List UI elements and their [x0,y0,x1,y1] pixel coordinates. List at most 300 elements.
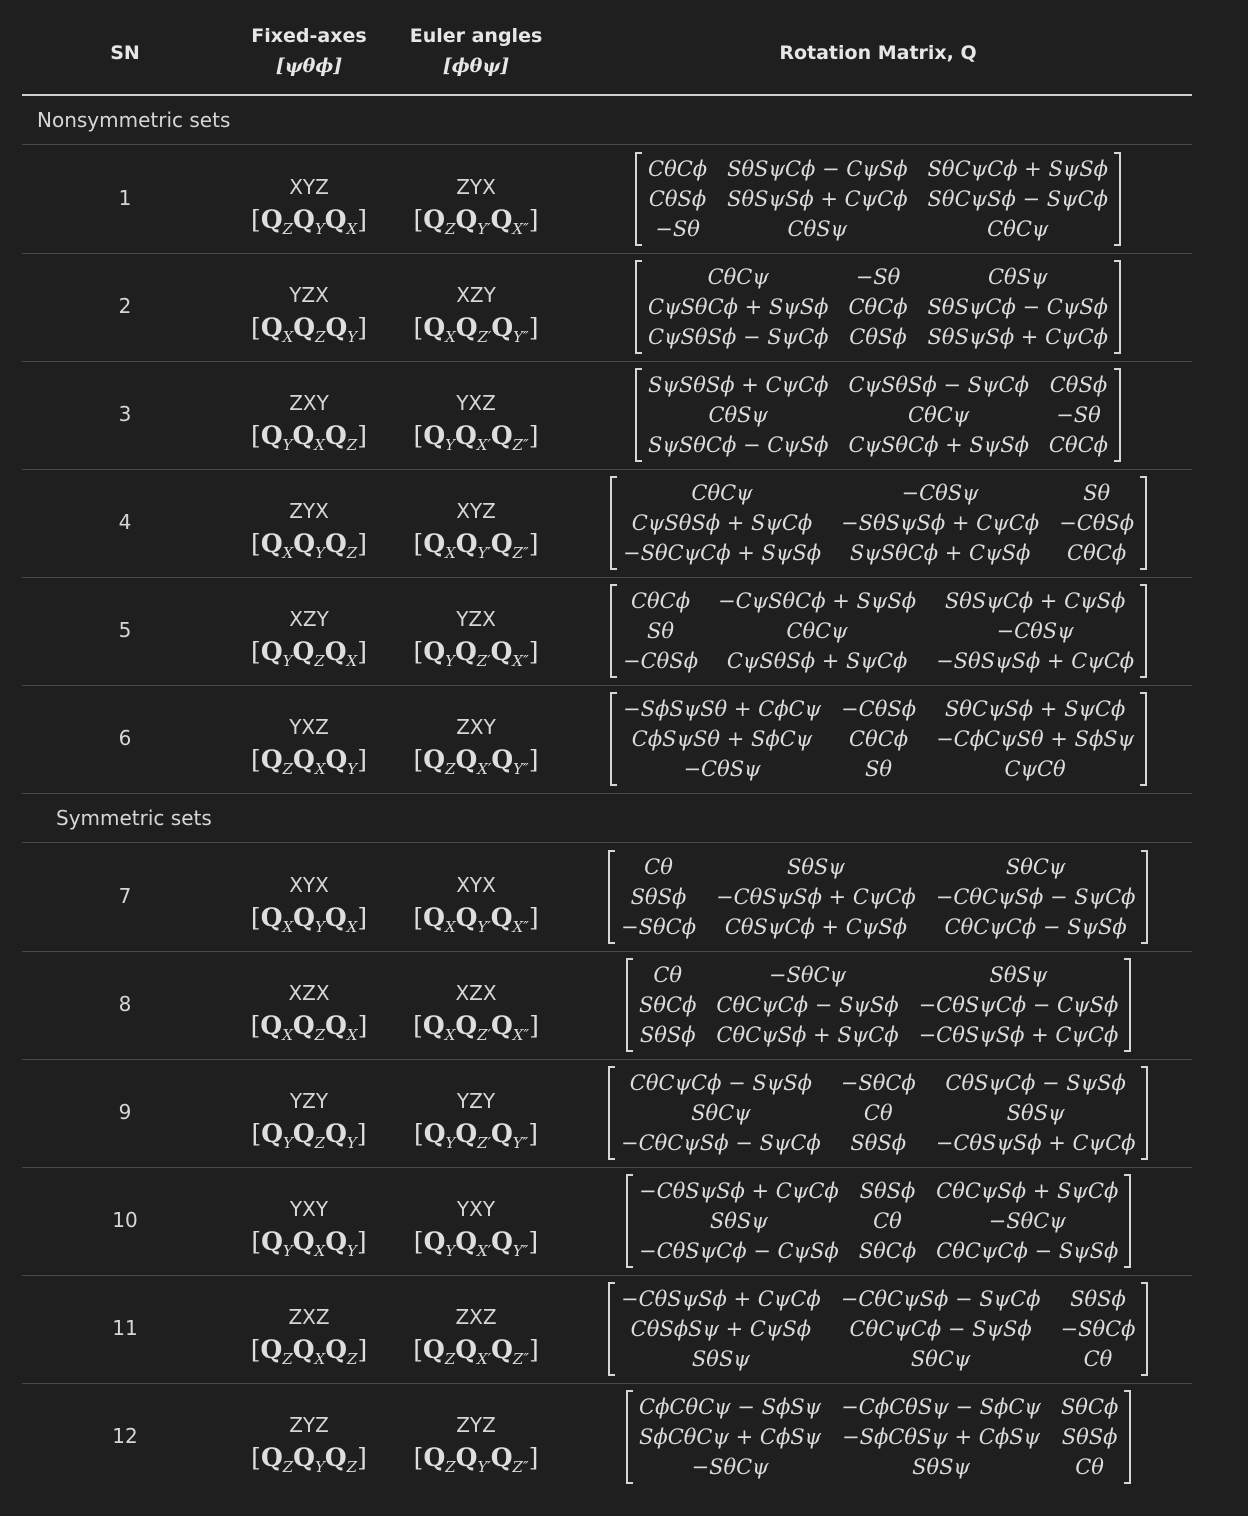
axis-subscript: Y′ [477,544,491,562]
axis-subscript: Z [282,1350,293,1368]
matrix-cell: SθSϕ [859,1179,916,1203]
bracket-close: ] [528,421,539,450]
axis-subscript: Y [347,1242,357,1260]
q-symbol: Q [423,637,446,666]
row-divider [22,469,1192,470]
bracket-open: [ [413,637,424,666]
row-sn: 7 [118,884,132,908]
matrix-cell: Cθ [1083,1347,1113,1371]
matrix-cell: −SθCψCϕ + SψSϕ [623,541,822,565]
q-symbol: Q [260,903,283,932]
matrix-row [629,1176,1128,1206]
matrix-row [638,154,1118,184]
euler-angles-product [391,1119,561,1152]
matrix-cell: SθCψSϕ − SψCϕ [927,187,1108,211]
q-symbol: Q [260,1335,283,1364]
matrix-row [611,912,1145,942]
matrix-row [611,1314,1145,1344]
axis-subscript: Y [314,220,325,238]
matrix-bracket-right [1114,152,1121,246]
q-symbol: Q [293,903,315,932]
axis-subscript: X [282,328,294,346]
q-symbol: Q [455,903,478,932]
q-symbol: Q [491,1227,513,1256]
bracket-open: [ [413,1443,424,1472]
axis-subscript: Z [315,328,326,346]
q-symbol: Q [260,421,283,450]
row-divider [22,1275,1192,1276]
euler-angles-cell [391,1305,561,1368]
matrix-row [611,1098,1145,1128]
matrix-cell: SθSϕ [1070,1287,1126,1311]
axis-subscript: Z [282,1458,294,1476]
bracket-close: ] [528,1227,539,1256]
fixed-axes-cell [224,873,394,936]
q-symbol: Q [324,637,347,666]
header-divider [22,94,1192,96]
q-symbol: Q [422,1011,445,1040]
matrix-row [613,616,1144,646]
matrix-cell: Sθ [865,757,893,781]
rotation-matrix [638,370,1118,460]
matrix-row [611,1284,1145,1314]
axis-subscript: Z [444,1350,456,1368]
q-symbol: Q [491,1011,513,1040]
matrix-cell: CθSψ [987,265,1048,289]
matrix-cell: CθCψ [691,481,753,505]
q-symbol: Q [292,637,315,666]
euler-angles-product [391,529,561,562]
matrix-row [613,646,1144,676]
bracket-close: ] [357,313,367,342]
axis-subscript: Z [314,1134,326,1152]
q-symbol: Q [455,745,478,774]
matrix-cell: −Sθ [1056,403,1101,427]
q-symbol: Q [423,1227,446,1256]
fixed-axes-code: YXZ [289,715,329,739]
matrix-cell: SθSψ [989,963,1048,987]
matrix-grid [613,694,1144,784]
bracket-close: ] [357,1335,368,1364]
axis-subscript: X [314,760,326,778]
matrix-cell: −SθCψ [768,963,847,987]
matrix-cell: −CψSθCϕ + SψSϕ [718,589,917,613]
matrix-cell: CθCϕ [630,589,691,613]
fixed-axes-cell [224,1305,394,1368]
matrix-cell: −CθSϕ [1059,511,1135,535]
matrix-cell: CθSϕ [1049,373,1108,397]
matrix-cell: Cθ [653,963,683,987]
matrix-bracket-left [635,368,642,462]
matrix-row [638,322,1118,352]
rotation-matrix [629,960,1128,1050]
euler-angles-product [391,745,561,778]
row-divider [22,577,1192,578]
matrix-cell: −CθSψSϕ + CψCϕ [918,1023,1119,1047]
axis-subscript: Z′ [476,652,491,670]
matrix-cell: −SϕSψSθ + CϕCψ [623,697,822,721]
matrix-bracket-right [1141,1066,1148,1160]
matrix-cell: CθCϕ [1067,541,1127,565]
matrix-bracket-left [608,1066,615,1160]
matrix-cell: CθCϕ [848,295,908,319]
matrix-bracket-left [626,958,633,1052]
axis-subscript: Z [445,220,456,238]
axis-subscript: X″ [512,918,529,936]
q-symbol: Q [293,745,315,774]
axis-subscript: Y″ [512,1242,529,1260]
axis-subscript: X″ [512,652,529,670]
matrix-cell: CθCψCϕ − SψSϕ [936,1239,1119,1263]
matrix-cell: SθSϕ [1061,1425,1118,1449]
fixed-axes-cell [224,607,394,670]
matrix-cell: CθSψ [708,403,769,427]
axis-subscript: Z [445,760,456,778]
matrix-cell: −SθCϕ [840,1071,916,1095]
q-symbol: Q [455,421,477,450]
q-symbol: Q [455,1227,478,1256]
axis-subscript: X′ [477,760,492,778]
axis-subscript: X [346,220,358,238]
axis-subscript: Z′ [477,1026,491,1044]
matrix-bracket-right [1141,850,1148,944]
matrix-cell: SθSψ [786,855,845,879]
matrix-bracket-left [610,692,617,786]
matrix-cell: SθSψCϕ + CψSϕ [944,589,1126,613]
matrix-cell: CψSθSϕ − SψCϕ [848,373,1029,397]
axis-subscript: X′ [476,436,491,454]
row-divider [22,1059,1192,1060]
matrix-cell: SθSψCϕ − CψSϕ [927,295,1108,319]
matrix-bracket-right [1124,1390,1131,1484]
q-symbol: Q [325,313,348,342]
axis-subscript: Z [282,760,294,778]
matrix-cell: Cθ [873,1209,902,1233]
matrix-cell: −SθCϕ [1060,1317,1136,1341]
matrix-cell: Cθ [1075,1455,1104,1479]
axis-subscript: Y [282,436,293,454]
bracket-open: [ [413,313,424,342]
bracket-open: [ [413,1011,423,1040]
bracket-close: ] [528,1335,539,1364]
q-symbol: Q [292,1227,315,1256]
bracket-close: ] [528,529,539,558]
matrix-row [638,214,1118,244]
matrix-cell: CϕCθCψ − SϕSψ [639,1395,822,1419]
euler-angles-code: ZXZ [455,1305,497,1329]
axis-subscript: Y″ [512,1134,529,1152]
matrix-cell: SθCψCϕ + SψSϕ [927,157,1108,181]
header-sn-label: SN [110,42,140,64]
euler-angles-product [391,1011,561,1044]
matrix-bracket-right [1140,476,1147,570]
matrix-cell: Sθ [646,619,675,643]
matrix-cell: −SθCψ [691,1455,769,1479]
matrix-cell: −SϕCθSψ + CϕSψ [841,1425,1041,1449]
bracket-open: [ [251,421,261,450]
q-symbol: Q [490,1443,513,1472]
matrix-cell: CθCϕ [1048,433,1108,457]
bracket-open: [ [250,1335,261,1364]
axis-subscript: Z [347,1350,358,1368]
q-symbol: Q [490,421,513,450]
matrix-cell: −CθSψSϕ + CψCϕ [639,1179,839,1203]
section-nonsymmetric: Nonsymmetric sets [37,108,231,132]
bracket-open: [ [413,1119,424,1148]
q-symbol: Q [292,1011,315,1040]
matrix-cell: SθCϕ [639,993,697,1017]
row-sn: 4 [118,510,132,534]
axis-subscript: X [314,1242,326,1260]
matrix-row [629,1236,1128,1266]
matrix-grid [613,586,1144,676]
axis-subscript: X [346,1026,358,1044]
matrix-row [613,586,1144,616]
matrix-cell: CθCψCϕ − SψSϕ [944,915,1127,939]
euler-angles-code: YZY [456,1089,496,1113]
fixed-axes-product [224,903,394,936]
row-sn: 9 [118,1100,132,1124]
axis-subscript: Y [315,544,325,562]
bracket-open: [ [413,1335,424,1364]
bracket-close: ] [528,903,539,932]
q-symbol: Q [293,313,316,342]
axis-subscript: Y [445,436,455,454]
matrix-cell: SθCψ [910,1347,971,1371]
header-euler-sub: [ϕθψ] [442,55,510,77]
euler-angles-product [391,903,561,936]
euler-angles-code: YXY [456,1197,496,1221]
matrix-cell: SθCψ [1005,855,1066,879]
axis-subscript: X [282,544,294,562]
matrix-cell: CθSϕSψ + CψSϕ [630,1317,812,1341]
matrix-cell: CθSψCϕ + CψSϕ [724,915,907,939]
q-symbol: Q [324,205,347,234]
q-symbol: Q [455,1011,478,1040]
axis-subscript: Z″ [512,544,529,562]
matrix-cell: SθSϕ [639,1023,696,1047]
matrix-cell: −SθCψ [988,1209,1066,1233]
axis-subscript: Y″ [513,760,529,778]
bracket-open: [ [413,205,424,234]
fixed-axes-cell [224,283,394,346]
matrix-grid [613,478,1144,568]
axis-subscript: X [445,544,456,562]
axis-subscript: Z [282,220,294,238]
fixed-axes-product [224,421,394,454]
axis-subscript: Y [347,328,358,346]
matrix-cell: CψSθSϕ + SψCϕ [631,511,813,535]
matrix-cell: SθSψ [1006,1101,1065,1125]
row-divider [22,793,1192,794]
row-divider [22,253,1192,254]
row-divider [22,685,1192,686]
matrix-row [611,1128,1145,1158]
bracket-open: [ [413,421,424,450]
q-symbol: Q [325,745,348,774]
q-symbol: Q [324,1443,347,1472]
matrix-cell: −CθSϕ [841,697,917,721]
matrix-cell: −Sθ [655,217,700,241]
axis-subscript: Z [346,1458,358,1476]
matrix-cell: CθCψ [786,619,848,643]
q-symbol: Q [423,205,446,234]
matrix-grid [629,1176,1128,1266]
matrix-cell: SθCψ [691,1101,751,1125]
axis-subscript: Z″ [512,436,529,454]
fixed-axes-product [224,1443,394,1476]
axis-subscript: Z′ [477,1134,491,1152]
bracket-open: [ [250,903,261,932]
matrix-cell: Cθ [863,1101,893,1125]
matrix-cell: SθSψ [691,1347,750,1371]
bracket-close: ] [528,1443,539,1472]
matrix-cell: CθCψCϕ − SψSϕ [849,1317,1032,1341]
matrix-row [611,852,1145,882]
section-divider [22,144,1192,145]
euler-angles-cell [391,981,561,1044]
matrix-cell: −SθCϕ [621,915,697,939]
matrix-cell: SθCψSϕ + SψCϕ [944,697,1126,721]
axis-subscript: Z [314,1026,326,1044]
matrix-bracket-right [1124,958,1131,1052]
header-fixed-title: Fixed-axes [251,25,367,47]
matrix-cell: CθCψSϕ + SψCϕ [716,1023,899,1047]
fixed-axes-product [224,1011,394,1044]
matrix-row [629,1422,1128,1452]
fixed-axes-code: YXY [289,1197,329,1221]
q-symbol: Q [490,529,513,558]
euler-angles-cell [391,283,561,346]
matrix-grid [611,852,1145,942]
matrix-cell: Sθ [1083,481,1111,505]
euler-angles-product [391,1335,561,1368]
matrix-row [629,1206,1128,1236]
q-symbol: Q [455,529,478,558]
matrix-cell: SψSθCϕ − CψSϕ [648,433,829,457]
bracket-close: ] [357,637,367,666]
matrix-cell: CϕSψSθ + SϕCψ [631,727,813,751]
matrix-bracket-right [1114,368,1121,462]
header-fixed-axes [224,25,394,77]
euler-angles-cell [391,499,561,562]
axis-subscript: Y [347,760,358,778]
row-divider [22,361,1192,362]
row-divider [22,1167,1192,1168]
euler-angles-product [391,421,561,454]
matrix-cell: −CθCψSϕ − SψCϕ [935,885,1136,909]
axis-subscript: Y′ [477,220,491,238]
matrix-row [638,292,1118,322]
row-sn: 5 [118,618,132,642]
matrix-cell: CθCψ [707,265,769,289]
bracket-close: ] [357,903,368,932]
bracket-open: [ [413,745,424,774]
matrix-cell: SθSϕ [850,1131,907,1155]
matrix-cell: SθSϕ [630,885,687,909]
header-euler-angles [391,25,561,77]
axis-subscript: Y [346,1134,357,1152]
matrix-cell: CθCψ [987,217,1049,241]
bracket-close: ] [356,1227,367,1256]
matrix-grid [611,1284,1145,1374]
axis-subscript: Y [314,1458,325,1476]
row-sn: 12 [112,1424,138,1448]
euler-angles-product [391,1443,561,1476]
q-symbol: Q [423,421,446,450]
euler-angles-product [391,313,561,346]
q-symbol: Q [260,529,283,558]
fixed-axes-code: ZXY [289,391,329,415]
matrix-row [629,960,1128,990]
q-symbol: Q [491,1119,513,1148]
axis-subscript: X′ [477,1242,492,1260]
q-symbol: Q [423,903,445,932]
fixed-axes-product [224,1227,394,1260]
fixed-axes-product [224,1335,394,1368]
matrix-cell: SϕCθCψ + CϕSψ [639,1425,822,1449]
matrix-bracket-left [610,584,617,678]
q-symbol: Q [261,1227,283,1256]
matrix-bracket-right [1124,1174,1131,1268]
matrix-row [629,1392,1128,1422]
fixed-axes-cell [224,175,394,238]
matrix-cell: SθCϕ [858,1239,917,1263]
q-symbol: Q [423,1335,445,1364]
rotation-matrix [629,1392,1128,1482]
matrix-bracket-right [1141,1282,1148,1376]
axis-subscript: Y [282,652,293,670]
row-sn: 10 [112,1208,138,1232]
matrix-cell: SθSψSϕ + CψCϕ [727,187,908,211]
matrix-grid [629,1392,1128,1482]
axis-subscript: X [444,918,456,936]
matrix-cell: CθCψSϕ + SψCϕ [936,1179,1119,1203]
q-symbol: Q [292,421,315,450]
header-rotation-matrix [700,42,1056,64]
matrix-cell: SψSθSϕ + CψCϕ [648,373,829,397]
q-symbol: Q [423,745,446,774]
bracket-open: [ [251,745,261,774]
matrix-cell: −CθSψ [996,619,1074,643]
fixed-axes-cell [224,1197,394,1260]
q-symbol: Q [455,637,477,666]
matrix-cell: CθCψ [908,403,970,427]
matrix-cell: Cθ [644,855,673,879]
q-symbol: Q [260,205,283,234]
matrix-cell: SθSψ [709,1209,768,1233]
q-symbol: Q [293,205,315,234]
euler-angles-product [391,205,561,238]
q-symbol: Q [260,745,283,774]
fixed-axes-code: ZYZ [289,1413,329,1437]
q-symbol: Q [423,313,446,342]
axis-subscript: Y [282,1134,293,1152]
rotation-matrix [611,1068,1145,1158]
euler-angles-code: YZX [456,607,496,631]
q-symbol: Q [293,1443,315,1472]
euler-angles-code: XZX [455,981,497,1005]
matrix-row [638,400,1118,430]
euler-angles-cell [391,715,561,778]
q-symbol: Q [325,1011,347,1040]
axis-subscript: Y [445,652,455,670]
axis-subscript: Y [282,1242,293,1260]
matrix-row [613,478,1144,508]
matrix-bracket-right [1140,584,1147,678]
bracket-close: ] [357,745,367,774]
q-symbol: Q [423,1443,446,1472]
